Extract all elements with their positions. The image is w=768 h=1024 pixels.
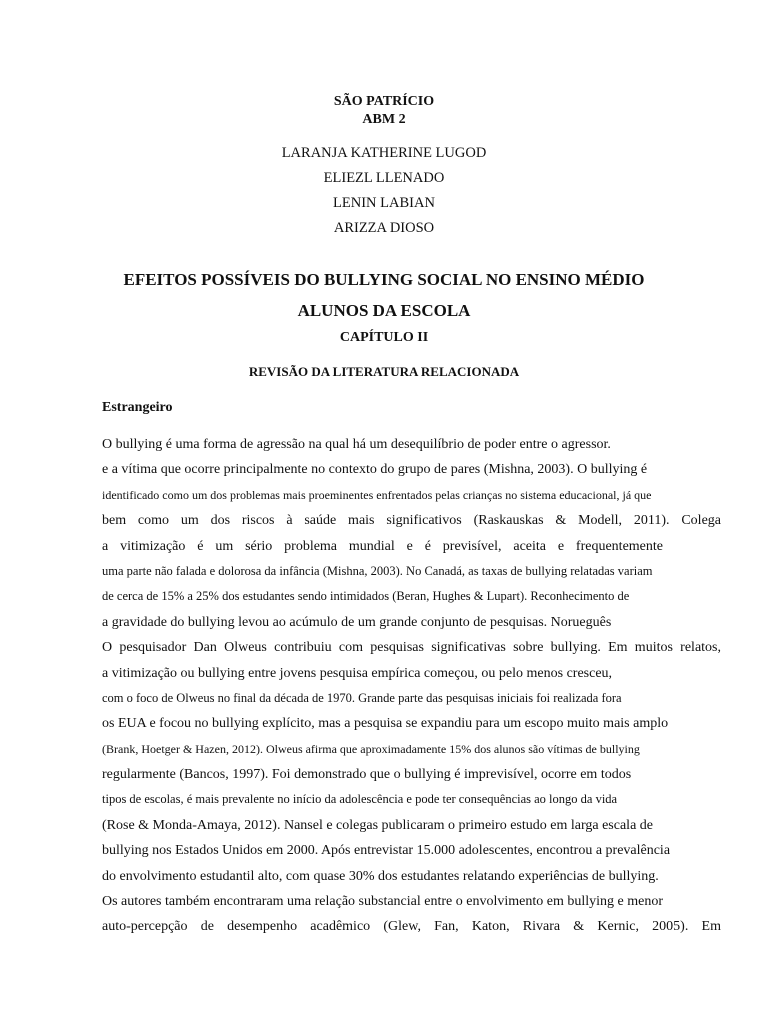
body-line: a gravidade do bullying levou ao acúmulo de um grande conjunto de pesquisas. Norueguês — [102, 614, 612, 630]
body-line: O bullying é uma forma de agressão na qual há um desequilíbrio de poder entre o agressor. — [102, 437, 611, 452]
body-line: identificado como um dos problemas mais proeminentes enfrentados pelas crianças no sistema educacional, já que — [102, 487, 652, 502]
chapter-heading: CAPÍTULO II — [339, 330, 429, 345]
section-heading: REVISÃO DA LITERATURA RELACIONADA — [248, 364, 520, 379]
document-title-line-1: EFEITOS POSSÍVEIS DO BULLYING SOCIAL NO ENSINO MÉDIO — [123, 270, 645, 289]
body-line: bullying nos Estados Unidos em 2000. Após entrevistar 15.000 adolescentes, encontrou a prevalência — [102, 843, 671, 859]
body-line: bem como um dos riscos à saúde mais significativos (Raskauskas & Modell, 2011). Colega — [102, 513, 721, 529]
body-paragraph — [102, 432, 721, 940]
subsection-heading: Estrangeiro — [102, 400, 173, 415]
body-line: Os autores também encontraram uma relação substancial entre o envolvimento em bullying e menor — [102, 894, 663, 910]
body-line: e a vítima que ocorre principalmente no contexto do grupo de pares (Mishna, 2003). O bullying é — [102, 462, 648, 478]
author-name: ELIEZL LLENADO — [323, 170, 445, 186]
school-name: SÃO PATRÍCIO — [333, 94, 435, 109]
body-line: (Rose & Monda-Amaya, 2012). Nansel e colegas publicaram o primeiro estudo em larga escala de — [102, 817, 654, 833]
body-line: auto-percepção de desempenho acadêmico (Glew, Fan, Katon, Rivara & Kernic, 2005). Em — [102, 919, 721, 935]
author-name: ARIZZA DIOSO — [333, 220, 435, 236]
body-line: do envolvimento estudantil alto, com quase 30% dos estudantes relatando experiências de bullying. — [102, 868, 659, 884]
body-line: (Brank, Hoetger & Hazen, 2012). Olweus afirma que aproximadamente 15% dos alunos são vítimas de bullying — [102, 741, 640, 756]
body-line: tipos de escolas, é mais prevalente no início da adolescência e pode ter consequências ao longo da vida — [102, 792, 618, 807]
body-line: de cerca de 15% a 25% dos estudantes sendo intimidados (Beran, Hughes & Lupart). Reconhecimento de — [102, 589, 630, 604]
body-line: uma parte não falada e dolorosa da infância (Mishna, 2003). No Canadá, as taxas de bullying relatadas variam — [102, 563, 653, 578]
author-name: LENIN LABIAN — [333, 195, 435, 211]
author-name: LARANJA KATHERINE LUGOD — [281, 145, 487, 161]
body-line: regularmente (Bancos, 1997). Foi demonstrado que o bullying é imprevisível, ocorre em todos — [102, 767, 632, 783]
body-line: a vitimização é um sério problema mundial e é previsível, aceita e frequentemente — [102, 538, 663, 554]
body-line: O pesquisador Dan Olweus contribuiu com pesquisas significativas sobre bullying. Em muitos relatos, — [102, 640, 721, 656]
body-line: a vitimização ou bullying entre jovens pesquisa empírica começou, ou pelo menos cresceu, — [102, 665, 613, 681]
document-title-line-2: ALUNOS DA ESCOLA — [297, 301, 471, 320]
body-line: os EUA e focou no bullying explícito, mas a pesquisa se expandiu para um escopo muito mais amplo — [102, 716, 669, 732]
body-line: com o foco de Olweus no final da década de 1970. Grande parte das pesquisas iniciais foi realizada fora — [102, 690, 622, 705]
grade-level: ABM 2 — [362, 112, 406, 127]
